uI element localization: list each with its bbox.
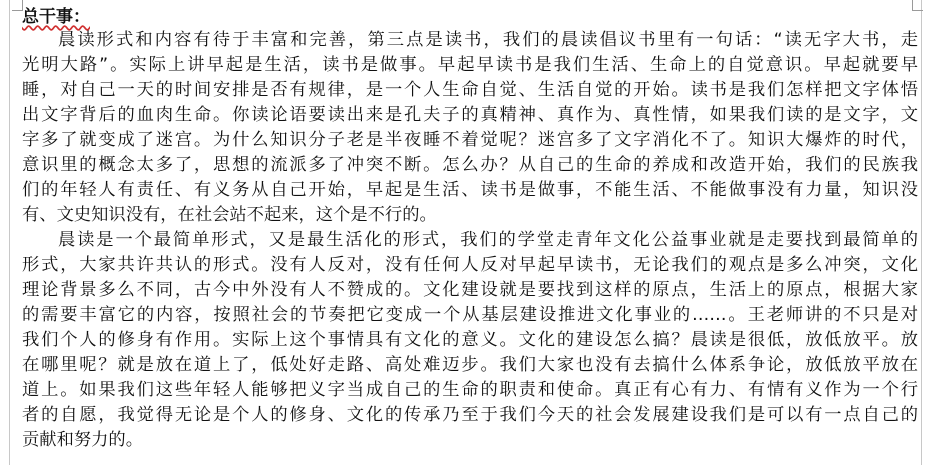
paragraph-line: 晨读形式和内容有待于丰富和完善，第三点是读书，我们的晨读倡议书里有一句话：“读无字大书，走 [58, 30, 918, 50]
page-margin-line-left [9, 0, 10, 465]
paragraph-line: 睡，对自己一天的时间安排是否有规律，是一个人生命自觉、生活自觉的开始。读书是我们怎样把文字体悟 [22, 80, 918, 100]
paragraph-line: 晨读是一个最简单形式，又是最生活化的形式，我们的学堂走青年文化公益事业就是走要找到最简单的 [58, 230, 918, 250]
paragraph-1 [22, 28, 918, 228]
paragraph-line: 有、文史知识没有，在社会站不起来，这个是不行的。 [22, 205, 437, 225]
page-margin-line-right [921, 0, 922, 465]
paragraph-line: 意识里的概念太多了，思想的流派多了冲突不断。怎么办？从自己的生命的养成和改造开始，我们的民族我 [22, 155, 918, 175]
paragraph-2 [22, 228, 918, 453]
paragraph-line: 贡献和努力的。 [22, 430, 143, 450]
paragraph-line: 形式，大家共许共认的形式。没有人反对，没有任何人反对早起早读书，无论我们的观点是多么冲突，文化 [22, 255, 918, 275]
paragraph-line: 出文字背后的血肉生命。你读论语要读出来是孔夫子的真精神、真作为、真性情，如果我们读的是文字，文 [22, 105, 918, 125]
paragraph-line: 在哪里呢？就是放在道上了，低处好走路、高处难迈步。我们大家也没有去搞什么体系争论，放低放平放在 [22, 355, 918, 375]
paragraph-line: 者的自愿，我觉得无论是个人的修身、文化的传承乃至于我们今天的社会发展建设我们是可以有一点自己的 [22, 405, 918, 425]
document-body[interactable] [22, 6, 918, 453]
paragraph-line: 理论背景多么不同，古今中外没有人不赞成的。文化建设就是要找到这样的原点，生活上的原点，根据大家 [22, 280, 918, 300]
paragraph-line: 光明大路”。实际上讲早起是生活，读书是做事。早起早读书是我们生活、生命上的自觉意识。早起就要早 [22, 55, 918, 75]
paragraph-line: 字多了就变成了迷宫。为什么知识分子老是半夜睡不着觉呢？迷宫多了文字消化不了。知识大爆炸的时代， [22, 130, 918, 150]
paragraph-line: 们的年轻人有责任、有义务从自己开始，早起是生活、读书是做事，不能生活、不能做事没有力量，知识没 [22, 180, 918, 200]
paragraph-line: 的需要丰富它的内容，按照社会的节奏把它变成一个从基层建设推进文化事业的……。王老师讲的不只是对 [22, 305, 918, 325]
paragraph-line: 我们个人的修身有作用。实际上这个事情具有文化的意义。文化的建设怎么搞？晨读是很低，放低放平。放 [22, 330, 918, 350]
section-heading: 总干事： [22, 7, 90, 27]
paragraph-line: 道上。如果我们这些年轻人能够把义字当成自己的生命的职责和使命。真正有心有力、有情有义作为一个行 [22, 380, 918, 400]
